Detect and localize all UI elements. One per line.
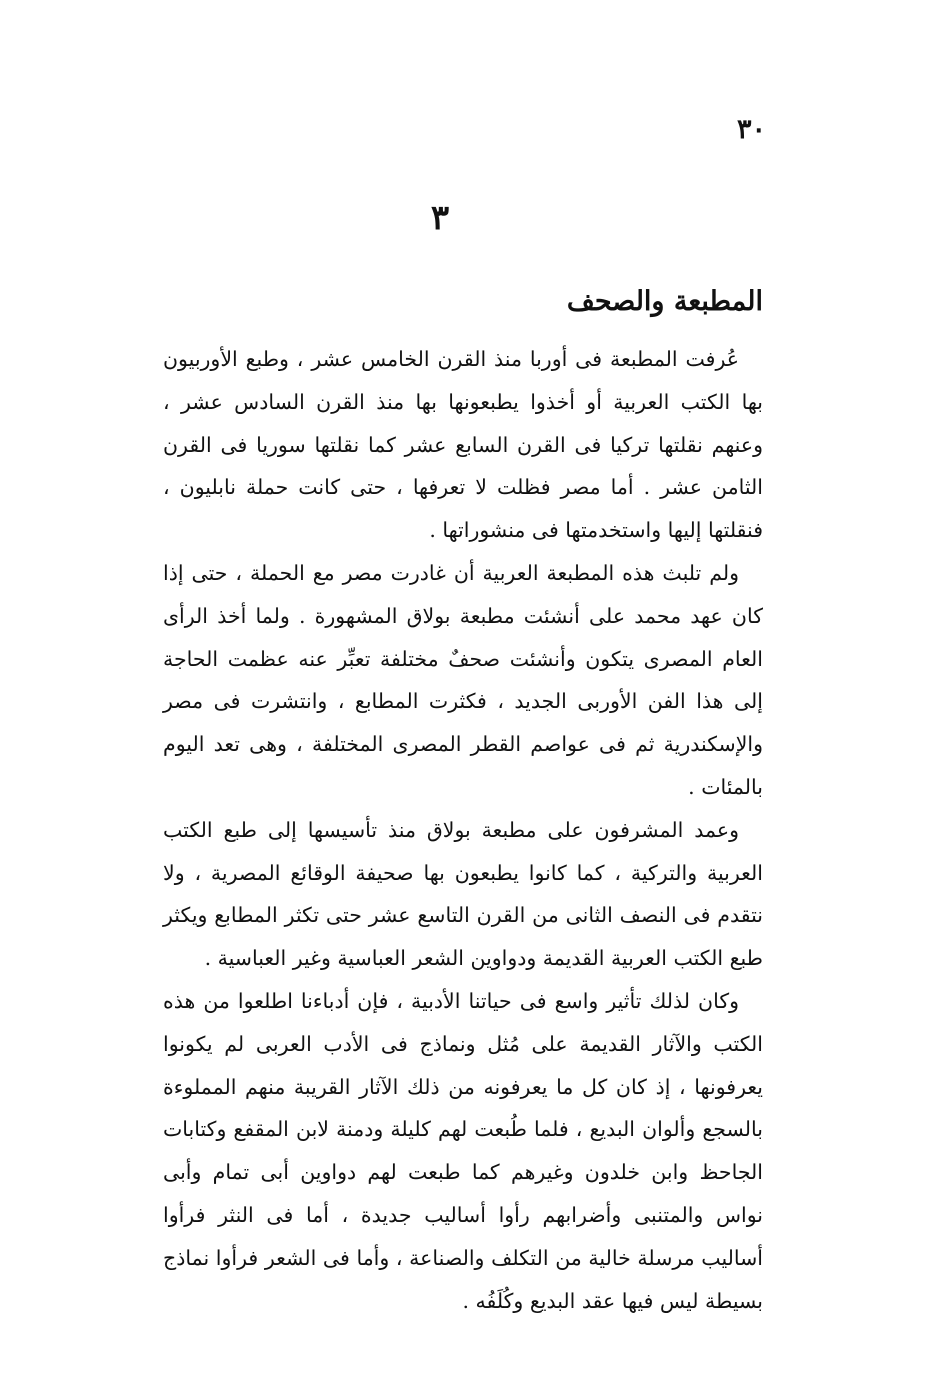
paragraph: وكان لذلك تأثير واسع فى حياتنا الأدبية ، فإن أدباءنا اطلعوا من هذه الكتب والآثار القديمة على مُثل ونماذج فى الأدب العربى لم يكونوا يعرفونها ، إذ كان كل ما يعرفونه من ذلك الآثار القريبة منهم المملوءة بالسجع وألوان البديع ، فلما طُبعت لهم كليلة ودمنة لابن المقفع وكتابات الجاحظ وابن خلدون وغيرهم كما طبعت لهم دواوين أبى تمام وأبى نواس والمتنبى وأضرابهم رأوا أساليب جديدة ، أما فى النثر فرأوا أساليب مرسلة خالية من التكلف والصناعة ، وأما فى الشعر فرأوا نماذج بسيطة ليس فيها عقد البديع وكُلَفُه .: [163, 988, 763, 1313]
chapter-body: [163, 338, 763, 1322]
chapter-title: المطبعة والصحف: [566, 286, 763, 317]
paragraph: ولم تلبث هذه المطبعة العربية أن غادرت مصر مع الحملة ، حتى إذا كان عهد محمد على أنشئت مطبعة بولاق المشهورة . ولما أخذ الرأى العام المصرى يتكون وأنشئت صحفٌ مختلفة تعبِّر عنه عظمت الحاجة إلى هذا الفن الأوربى الجديد ، فكثرت المطابع ، وانتشرت فى مصر والإسكندرية ثم فى عواصم القطر المصرى المختلفة ، وهى تعد اليوم بالمئات .: [163, 560, 763, 799]
chapter-number: ٣: [430, 198, 450, 238]
paragraph: وعمد المشرفون على مطبعة بولاق منذ تأسيسها إلى طبع الكتب العربية والتركية ، كما كانوا يطبعون بها صحيفة الوقائع المصرية ، ولا نتقدم فى النصف الثانى من القرن التاسع عشر حتى تكثر المطابع ويكثر طبع الكتب العربية القديمة ودواوين الشعر العباسية وغير العباسية .: [163, 817, 763, 971]
page-number: ٣٠: [736, 114, 766, 145]
paragraph: عُرفت المطبعة فى أوربا منذ القرن الخامس عشر ، وطبع الأوربيون بها الكتب العربية أو أخذوا يطبعونها بها منذ القرن السادس عشر ، وعنهم نقلتها تركيا فى القرن السابع عشر كما نقلتها سوريا فى القرن الثامن عشر . أما مصر فظلت لا تعرفها ، حتى كانت حملة نابليون ، فنقلتها إليها واستخدمتها فى منشوراتها .: [163, 347, 763, 543]
